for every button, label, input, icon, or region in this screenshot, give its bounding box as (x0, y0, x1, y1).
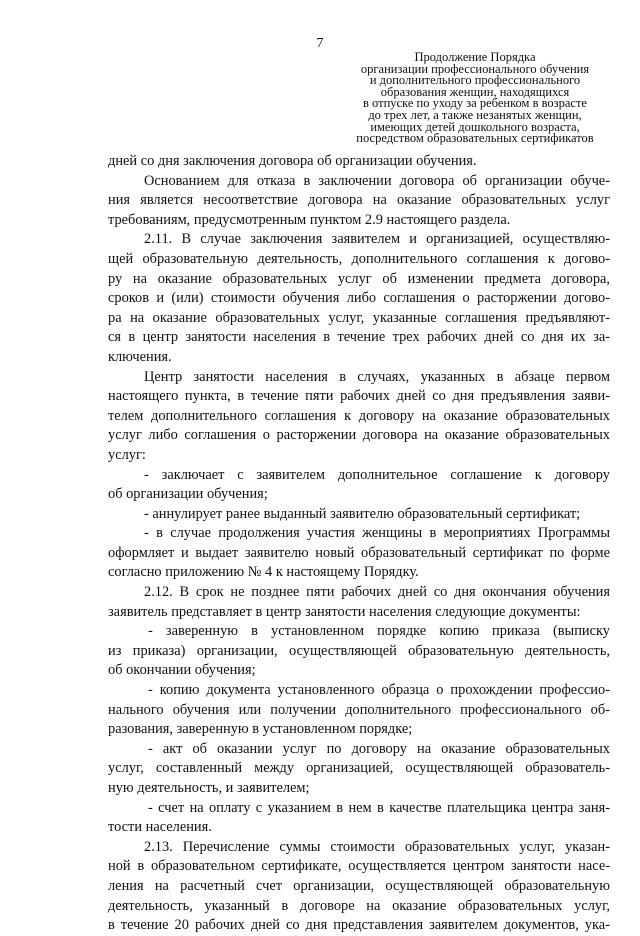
text-line: - в случае продолжения участия женщины в мероприятиях Программы (144, 525, 610, 542)
text-line: услуг либо соглашения о расторжении договора на оказание образовательных (108, 427, 610, 444)
text-line: 2.11. В случае заключения заявителем и организацией, осуществляю- (144, 231, 610, 248)
header-line: Продолжение Порядка (414, 50, 536, 64)
text-line: Центр занятости населения в случаях, указанных в абзаце первом (144, 368, 610, 385)
body-text (108, 152, 610, 936)
page-number: 7 (316, 36, 324, 51)
header-line: образования женщин, находящихся (380, 84, 570, 99)
text-line: ру на оказание образовательных услуг об изменении предмета договора, (108, 270, 610, 287)
text-line: ся в центр занятости населения в течение трех рабочих дней со дня их за- (108, 329, 610, 346)
header-line: организации профессионального обучения (360, 61, 590, 76)
header-line: в отпуске по уходу за ребенком в возрасте (363, 96, 587, 111)
text-line: - аннулирует ранее выданный заявителю образовательный сертификат; (144, 505, 581, 522)
text-line: деятельность, указанный в договоре на оказание образовательных услуг, (108, 897, 610, 914)
text-line: щей образовательную деятельность, дополнительного соглашения к догово- (108, 250, 610, 267)
text-line: ния является несоответствие договора на оказание образовательных услуг (108, 192, 610, 209)
text-line: дней со дня заключения договора об организации обучения. (108, 153, 477, 169)
text-line: - копию документа установленного образца о прохождении профессио- (148, 682, 610, 699)
text-line: - заключает с заявителем дополнительное соглашение к договору (144, 466, 610, 483)
text-line: согласно приложению № 4 к настоящему Порядку. (108, 564, 419, 581)
text-line: разования, заверенную в установленном порядке; (108, 721, 413, 738)
text-line: требованиям, предусмотренным пунктом 2.9 настоящего раздела. (108, 211, 511, 228)
text-line: Основанием для отказа в заключении договора об организации обуче- (144, 172, 610, 189)
text-line: в течение 20 рабочих дней со дня представления заявителем документов, ука- (108, 917, 610, 934)
text-line: сроков и (или) стоимости обучения либо соглашения о расторжении догово- (108, 290, 610, 307)
text-line: тости населения. (108, 819, 212, 836)
text-line: услуг: (108, 446, 146, 463)
continuation-header (340, 52, 610, 145)
header-line: имеющих детей дошкольного возраста, (370, 119, 580, 134)
text-line: - акт об оказании услуг по договору на оказание образовательных (148, 740, 610, 757)
text-line: из приказа) организации, осуществляющей образовательную деятельность, (108, 642, 610, 659)
text-line: ления на расчетный счет организации, осуществляющей образовательную (108, 877, 610, 894)
header-line: и дополнительного профессионального (369, 73, 581, 88)
text-line: ключения. (108, 348, 172, 365)
text-line: телем дополнительного соглашения к договору на оказание образовательных (108, 407, 610, 424)
text-line: об окончании обучения; (108, 662, 256, 679)
text-line: услуг, составленный между организацией, осуществляющей образователь- (108, 760, 610, 777)
text-line: заявитель представляет в центр занятости населения следующие документы: (108, 603, 581, 620)
text-line: ра на оказание образовательных услуг, указанные соглашения предъявляют- (108, 309, 610, 326)
text-line: оформляет и выдает заявителю новый образовательный сертификат по форме (108, 544, 610, 561)
text-line: - заверенную в установленном порядке копию приказа (выписку (148, 623, 610, 640)
text-line: 2.12. В срок не позднее пяти рабочих дней со дня окончания обучения (144, 584, 610, 601)
text-line: ной в образовательном сертификате, осуществляется центром занятости насе- (108, 858, 610, 875)
text-line: об организации обучения; (108, 486, 268, 503)
text-line: - счет на оплату с указанием в нем в качестве плательщика центра заня- (148, 799, 610, 816)
text-line: ную деятельность, и заявителем; (108, 780, 310, 796)
text-line: настоящего пункта, в течение пяти рабочих дней со дня предъявления заяви- (108, 388, 610, 405)
text-line: 2.13. Перечисление суммы стоимости образовательных услуг, указан- (144, 838, 610, 855)
text-line: нального обучения или получении дополнительного профессионального об- (108, 701, 610, 718)
header-line: посредством образовательных сертификатов (356, 131, 594, 146)
header-line: до трех лет, а также незанятых женщин, (368, 107, 582, 122)
